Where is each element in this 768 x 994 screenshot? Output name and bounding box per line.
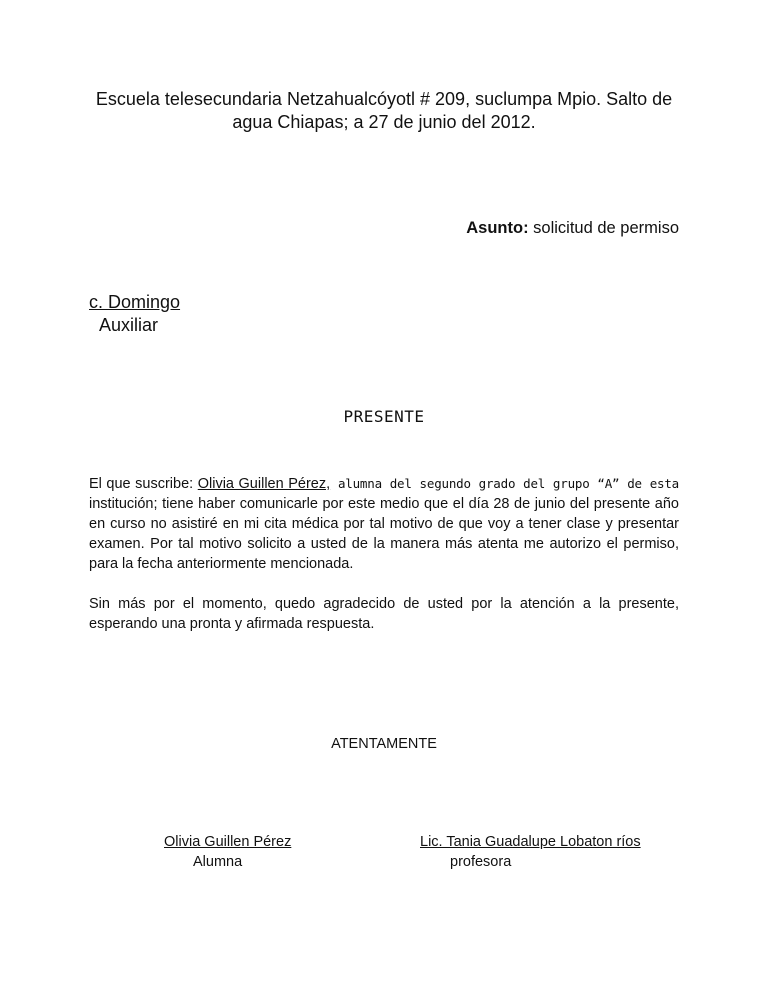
signature-right-role: profesora [450, 854, 512, 870]
para1-lead: El que suscribe: [89, 476, 198, 492]
para1-mid: alumna del segundo grado del grupo “A” de esta [330, 476, 679, 491]
presente-heading: PRESENTE [343, 407, 425, 426]
recipient-name: c. Domingo [89, 292, 181, 312]
closing-text: ATENTAMENTE [331, 736, 437, 752]
para1-rest: institución; tiene haber comunicarle por este medio que el día 28 de junio del presente año en curso no asistiré en mi cita médica por tal motivo de que voy a tener clase y presentar examen. Por tal motivo solicito a usted de la manera más atenta me autorizo el permiso, para la fecha anteriormente mencionada. [89, 496, 679, 572]
signature-left-role: Alumna [193, 854, 243, 870]
student-name: Olivia Guillen Pérez, [197, 476, 331, 492]
subject-label: Asunto: [466, 219, 529, 237]
subject-line [466, 218, 679, 238]
recipient-role: Auxiliar [99, 315, 159, 335]
signature-left-name: Olivia Guillen Pérez [164, 834, 292, 850]
subject-text: solicitud de permiso [528, 219, 679, 237]
signature-right-name: Lic. Tania Guadalupe Lobaton ríos [420, 834, 641, 850]
body-paragraph-2: Sin más por el momento, quedo agradecido de usted por la atención a la presente, esperando una pronta y afirmada respuesta. [89, 596, 679, 632]
letter-header: Escuela telesecundaria Netzahualcóyotl # 209, suclumpa Mpio. Salto de agua Chiapas; a 27 de junio del 2012. [95, 89, 673, 132]
body-paragraph-1 [89, 474, 679, 574]
